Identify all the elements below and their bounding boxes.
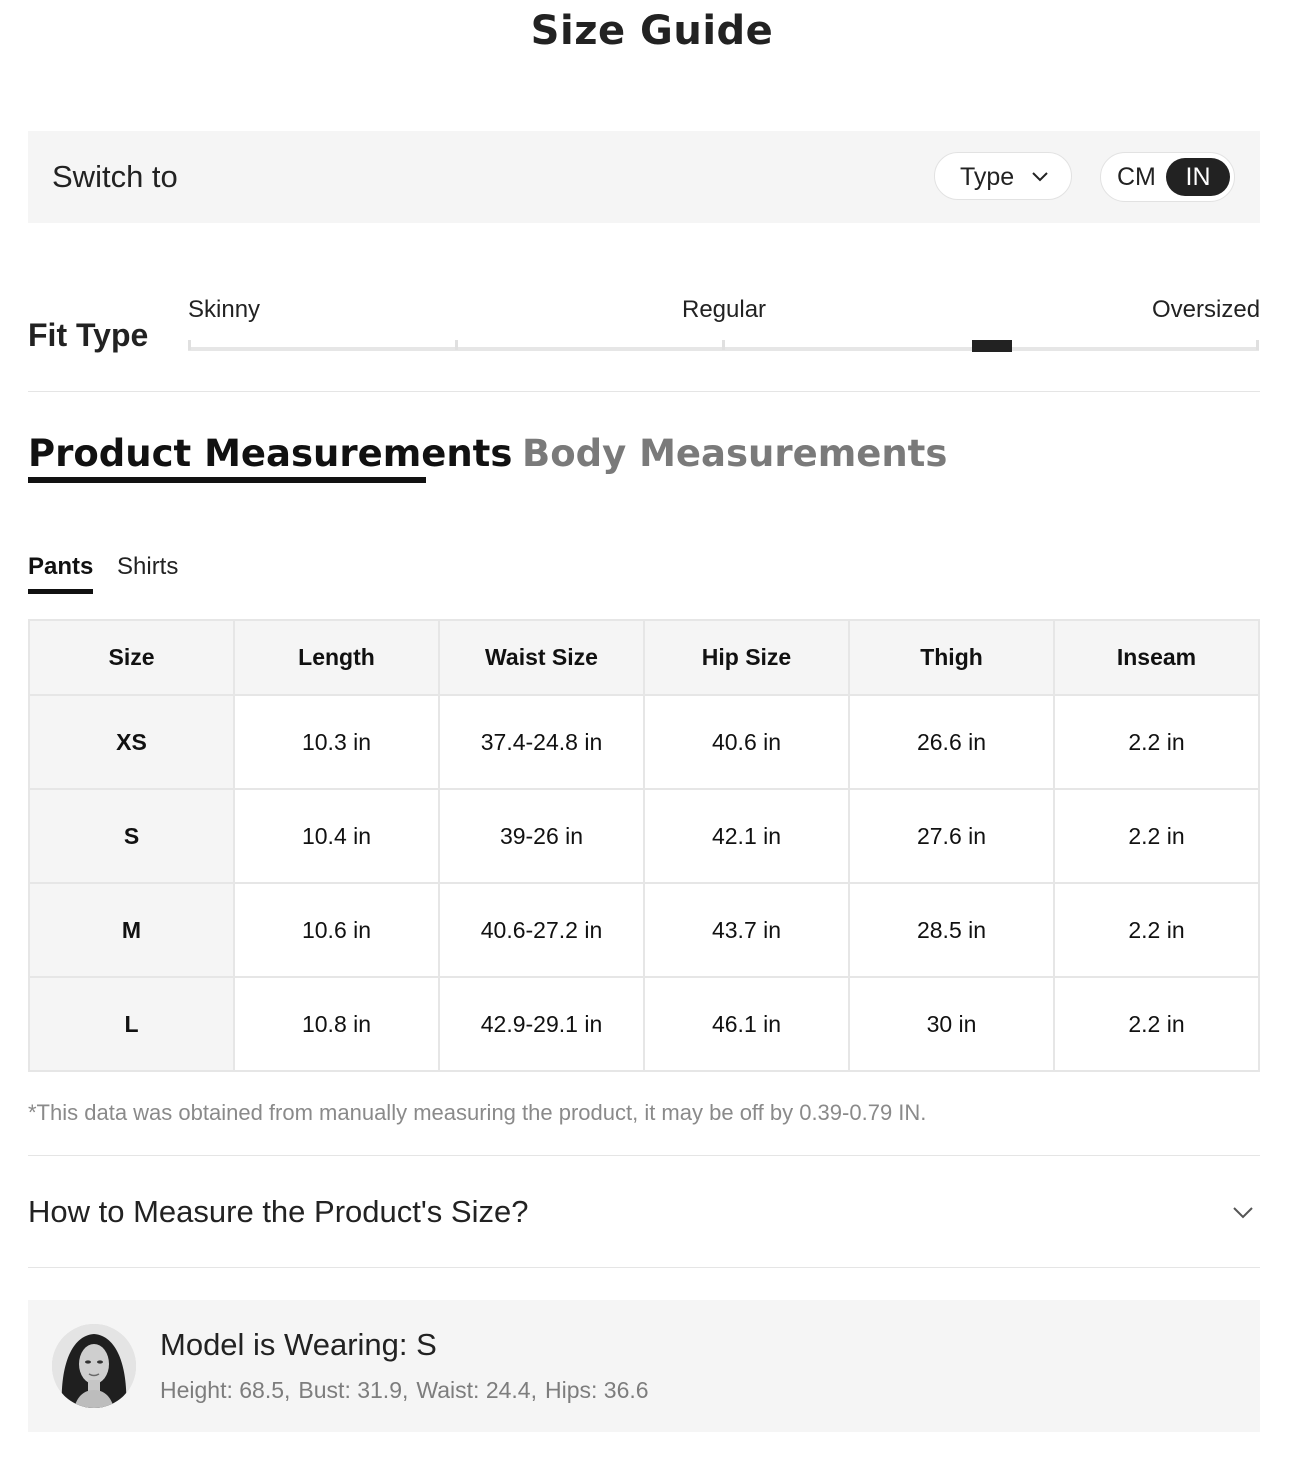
unit-toggle bbox=[1100, 152, 1235, 202]
table-cell: 30 in bbox=[849, 977, 1054, 1071]
subtab-pants[interactable]: Pants bbox=[28, 553, 94, 580]
table-cell: 10.4 in bbox=[234, 789, 439, 883]
table-header: Hip Size bbox=[644, 620, 849, 695]
table-cell: 2.2 in bbox=[1054, 883, 1259, 977]
table-header: Size bbox=[29, 620, 234, 695]
fit-scale-oversized: Oversized bbox=[1152, 296, 1261, 323]
chevron-down-icon bbox=[1031, 168, 1049, 186]
table-header: Waist Size bbox=[439, 620, 644, 695]
fit-scale-notch bbox=[1256, 340, 1259, 350]
table-cell-size: XS bbox=[29, 695, 234, 789]
chevron-down-icon[interactable] bbox=[1232, 1201, 1254, 1223]
table-row bbox=[29, 977, 1259, 1071]
model-waist: Waist: 24.4, bbox=[416, 1377, 537, 1403]
divider bbox=[28, 1267, 1260, 1268]
divider bbox=[28, 391, 1260, 392]
table-cell-size: S bbox=[29, 789, 234, 883]
table-cell: 39-26 in bbox=[439, 789, 644, 883]
table-row bbox=[29, 695, 1259, 789]
table-cell: 42.1 in bbox=[644, 789, 849, 883]
table-cell: 10.3 in bbox=[234, 695, 439, 789]
switch-bar bbox=[28, 131, 1260, 223]
size-table bbox=[28, 619, 1260, 1072]
table-cell: 46.1 in bbox=[644, 977, 849, 1071]
table-cell: 40.6 in bbox=[644, 695, 849, 789]
table-cell: 2.2 in bbox=[1054, 695, 1259, 789]
table-cell: 2.2 in bbox=[1054, 789, 1259, 883]
subtab-active-underline bbox=[28, 589, 93, 594]
table-cell: 37.4-24.8 in bbox=[439, 695, 644, 789]
unit-in-option[interactable]: IN bbox=[1166, 158, 1230, 196]
fit-scale-notch bbox=[188, 340, 191, 350]
how-to-measure-toggle[interactable]: How to Measure the Product's Size? bbox=[28, 1194, 529, 1229]
table-cell: 10.6 in bbox=[234, 883, 439, 977]
model-stats bbox=[160, 1377, 657, 1404]
table-header-row bbox=[29, 620, 1259, 695]
model-photo-icon bbox=[52, 1324, 136, 1408]
table-header: Thigh bbox=[849, 620, 1054, 695]
model-avatar bbox=[52, 1324, 136, 1408]
table-row bbox=[29, 883, 1259, 977]
divider bbox=[28, 1155, 1260, 1156]
model-wearing-size: Model is Wearing: S bbox=[160, 1327, 437, 1362]
tab-product-measurements[interactable]: Product Measurements bbox=[28, 432, 513, 475]
model-hips: Hips: 36.6 bbox=[544, 1377, 649, 1403]
model-bust: Bust: 31.9, bbox=[298, 1377, 409, 1403]
fit-scale-notch bbox=[455, 340, 458, 350]
table-cell-size: L bbox=[29, 977, 234, 1071]
table-header: Inseam bbox=[1054, 620, 1259, 695]
table-cell: 2.2 in bbox=[1054, 977, 1259, 1071]
table-row bbox=[29, 789, 1259, 883]
model-info-box bbox=[28, 1300, 1260, 1432]
subtab-shirts[interactable]: Shirts bbox=[117, 553, 179, 580]
unit-cm-option[interactable]: CM bbox=[1117, 163, 1156, 191]
table-cell: 42.9-29.1 in bbox=[439, 977, 644, 1071]
type-dropdown[interactable] bbox=[934, 152, 1072, 200]
switch-label: Switch to bbox=[52, 159, 178, 194]
model-height: Height: 68.5, bbox=[160, 1377, 291, 1403]
table-cell: 10.8 in bbox=[234, 977, 439, 1071]
page-title: Size Guide bbox=[530, 8, 774, 54]
table-header: Length bbox=[234, 620, 439, 695]
measurement-note: *This data was obtained from manually measuring the product, it may be off by 0.39-0.79 IN. bbox=[28, 1100, 927, 1125]
fit-scale-marker bbox=[972, 340, 1012, 352]
fit-scale-notch bbox=[722, 340, 725, 350]
table-cell: 26.6 in bbox=[849, 695, 1054, 789]
table-cell: 27.6 in bbox=[849, 789, 1054, 883]
table-cell-size: M bbox=[29, 883, 234, 977]
tab-body-measurements[interactable]: Body Measurements bbox=[522, 432, 948, 475]
type-dropdown-label: Type bbox=[960, 163, 1015, 191]
table-cell: 40.6-27.2 in bbox=[439, 883, 644, 977]
fit-scale-skinny: Skinny bbox=[188, 296, 261, 323]
table-cell: 28.5 in bbox=[849, 883, 1054, 977]
fit-scale-regular: Regular bbox=[682, 296, 767, 323]
tab-active-underline bbox=[28, 477, 426, 483]
table-cell: 43.7 in bbox=[644, 883, 849, 977]
fit-type-label: Fit Type bbox=[28, 317, 149, 353]
